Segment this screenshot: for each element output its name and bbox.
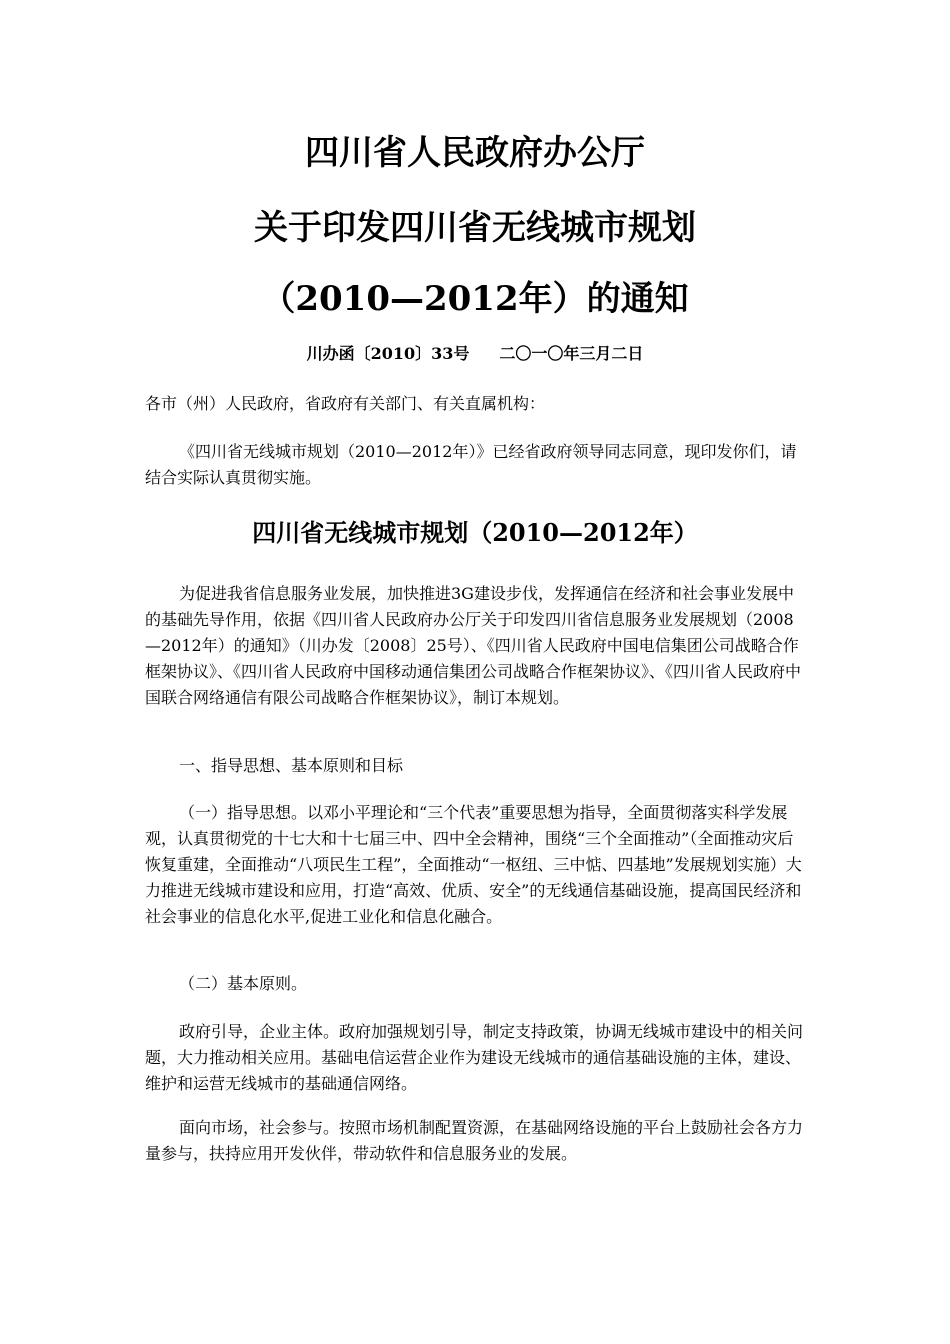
title-line-1: 四川省人民政府办公厅 [305,133,645,173]
section-heading-principles: （二）基本原则。 [179,974,308,993]
paragraph-purpose: 为促进我省信息服务业发展，加快推进3G建设步伐，发挥通信在经济和社会事业发展中的基础先导作用，依据《四川省人民政府办公厅关于印发四川省信息服务业发展规划（2008—2012年）的通知》（川办发〔2008〕25号）、《四川省人民政府中国电信集团公司战略合作框架协议》、《四川省人民政府中国移动通信集团公司战略合作框架协议》、《四川省人民政府中国联合网络通信有限公司战略合作框架协议》，制订本规划。 [145,584,802,707]
paragraph-principle-1: 政府引导，企业主体。政府加强规划引导，制定支持政策，协调无线城市建设中的相关问题，大力推动相关应用。基础电信运营企业作为建设无线城市的通信基础设施的主体，建设、维护和运营无线城市的基础通信网络。 [145,1022,804,1093]
intro-paragraph: 《四川省无线城市规划（2010—2012年）》已经省政府领导同志同意，现印发你们，请结合实际认真贯彻实施。 [145,442,797,487]
paragraph-principle-2: 面向市场，社会参与。按照市场机制配置资源，在基础网络设施的平台上鼓励社会各方力量参与，扶持应用开发伙伴，带动软件和信息服务业的发展。 [145,1118,804,1163]
document-meta [0,342,950,366]
paragraph-guiding-ideology: （一）指导思想。以邓小平理论和“三个代表”重要思想为指导，全面贯彻落实科学发展观，认真贯彻党的十七大和十七届三中、四中全会精神，围绕“三个全面推动”（全面推动灾后恢复重建，全面推动“八项民生工程”，全面推动“一枢纽、三中惦、四基地”发展规划实施）大力推进无线城市建设和应用，打造“高效、优质、安全”的无线通信基础设施，提高国民经济和社会事业的信息化水平,促进工业化和信息化融合。 [145,803,802,926]
plan-title: 四川省无线城市规划（2010—2012年） [252,518,698,547]
title-line-3: （2010—2012年）的通知 [261,279,689,319]
title-line-2: 关于印发四川省无线城市规划 [254,208,696,248]
section-heading-1: 一、指导思想、基本原则和目标 [179,756,404,775]
document-number: 川办函〔2010〕33号 [306,344,470,363]
document-date: 二〇一〇年三月二日 [499,344,644,363]
addressee: 各市（州）人民政府，省政府有关部门、有关直属机构： [145,394,546,413]
